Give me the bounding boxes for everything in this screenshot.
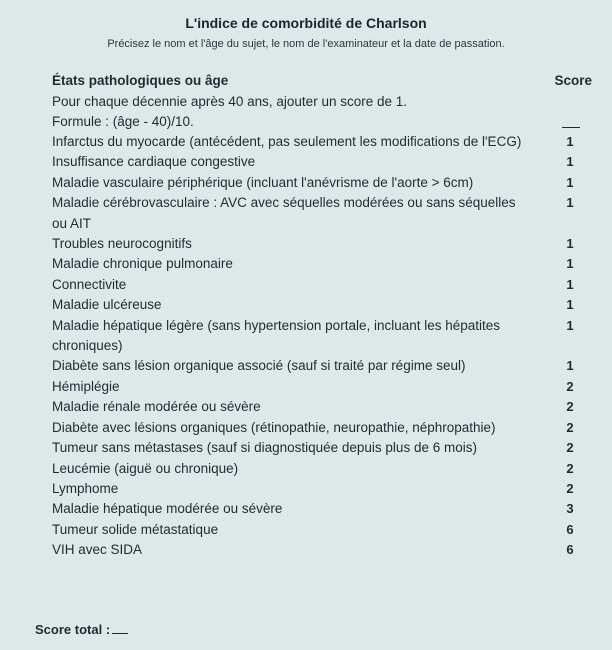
header-score: Score (554, 73, 592, 88)
condition-score: 2 (566, 460, 574, 476)
total-score (35, 622, 128, 637)
condition-score: 1 (566, 174, 574, 190)
table-row (52, 418, 580, 438)
condition-label: Diabète sans lésion organique associé (sauf si traité par régime seul) (52, 358, 466, 374)
age-instruction: Pour chaque décennie après 40 ans, ajouter un score de 1. (52, 94, 407, 109)
condition-label: Maladie ulcéreuse (52, 297, 162, 313)
condition-label: Maladie rénale modérée ou sévère (52, 399, 261, 415)
condition-score: 2 (566, 440, 574, 456)
table-row (52, 275, 580, 295)
form-subtitle: Précisez le nom et l'âge du sujet, le nom de l'examinateur et la date de passation. (107, 38, 505, 50)
age-formula: Formule : (âge - 40)/10. (52, 114, 194, 129)
table-row (52, 438, 580, 458)
condition-score: 1 (566, 236, 574, 252)
condition-score: 2 (566, 378, 574, 394)
condition-score: 1 (566, 358, 574, 374)
table-row (52, 132, 580, 152)
condition-label: Maladie hépatique modérée ou sévère (52, 501, 283, 517)
condition-label: Maladie chronique pulmonaire (52, 256, 233, 272)
condition-label: Insuffisance cardiaque congestive (52, 154, 256, 170)
condition-score: 1 (566, 154, 574, 170)
table-row (52, 152, 580, 172)
table-row (52, 173, 580, 193)
table-row (52, 397, 580, 417)
condition-label: Maladie cérébrovasculaire : AVC avec séquelles modérées ou sans séquelles ou AIT (52, 195, 516, 231)
condition-score: 2 (566, 419, 574, 435)
condition-label: Lymphome (52, 480, 119, 496)
condition-label: VIH avec SIDA (52, 542, 143, 558)
table-row (52, 540, 580, 560)
condition-score: 1 (566, 195, 574, 211)
condition-label: Hémiplégie (52, 378, 120, 394)
table-row (52, 254, 580, 274)
condition-score: 1 (566, 276, 574, 292)
header-conditions: États pathologiques ou âge (52, 73, 229, 88)
condition-label: Infarctus du myocarde (antécédent, pas seulement les modifications de l'ECG) (52, 134, 522, 149)
form-title: L'indice de comorbidité de Charlson (185, 15, 427, 31)
condition-label: Tumeur solide métastatique (52, 521, 219, 537)
condition-label: Troubles neurocognitifs (52, 236, 192, 252)
table-row (52, 295, 580, 315)
condition-score: 1 (566, 317, 574, 333)
table-row (52, 316, 580, 357)
condition-score: 6 (566, 521, 574, 537)
condition-label: Maladie vasculaire périphérique (incluant l'anévrisme de l'aorte > 6cm) (52, 174, 474, 190)
table-row (52, 479, 580, 499)
table-row (52, 356, 580, 376)
condition-score: 2 (566, 480, 574, 496)
table-row (52, 234, 580, 254)
conditions-list (52, 132, 580, 561)
condition-label: Maladie hépatique légère (sans hypertension portale, incluant les hépatites chroniques) (52, 317, 501, 354)
condition-score: 3 (566, 501, 574, 517)
condition-score: 1 (566, 297, 574, 313)
condition-label: Connectivite (52, 276, 127, 292)
table-row (52, 459, 580, 479)
age-score-blank[interactable] (562, 116, 580, 128)
condition-score: 6 (566, 542, 574, 558)
condition-label: Diabète avec lésions organiques (rétinopathie, neuropathie, néphropathie) (52, 419, 496, 435)
condition-score: 1 (566, 256, 574, 272)
table-row (52, 499, 580, 519)
condition-label: Tumeur sans métastases (sauf si diagnostiquée depuis plus de 6 mois) (52, 440, 477, 456)
table-row (52, 377, 580, 397)
table-row (52, 520, 580, 540)
table-row (52, 193, 580, 234)
total-score-label: Score total : (35, 622, 111, 637)
total-score-blank[interactable] (112, 622, 128, 634)
condition-score: 2 (566, 399, 574, 415)
condition-label: Leucémie (aiguë ou chronique) (52, 460, 239, 476)
condition-score: 1 (566, 134, 574, 149)
